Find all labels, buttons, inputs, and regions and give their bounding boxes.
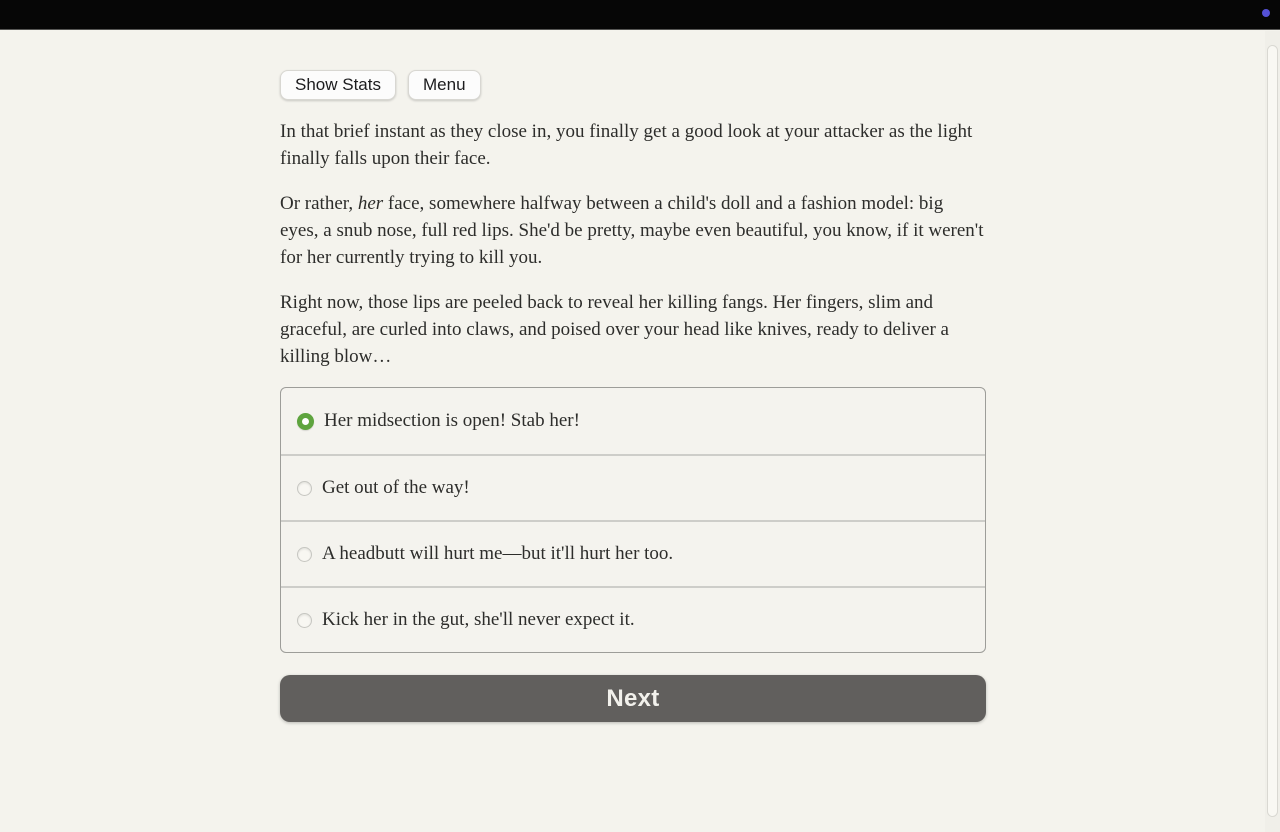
menu-button[interactable]: Menu	[408, 70, 481, 100]
top-bar	[0, 0, 1280, 30]
next-button[interactable]: Next	[280, 675, 986, 722]
radio-icon[interactable]	[297, 613, 312, 628]
story-text-run: face, somewhere halfway between a child's doll and a fashion model: big eyes, a snub nose, full red lips. She'd be pretty, maybe even beautiful, you know, if it weren't for her currently trying to kill you.	[280, 193, 984, 268]
radio-icon[interactable]	[297, 413, 314, 430]
choice-label: Her midsection is open! Stab her!	[324, 410, 580, 431]
story-text	[280, 118, 986, 370]
story-page	[280, 30, 986, 722]
story-paragraph	[280, 190, 986, 271]
radio-icon[interactable]	[297, 481, 312, 496]
scrollbar-thumb[interactable]	[1267, 45, 1278, 817]
story-paragraph: Right now, those lips are peeled back to reveal her killing fangs. Her fingers, slim and graceful, are curled into claws, and poised over your head like knives, ready to deliver a killing blow…	[280, 292, 949, 367]
choice-label: Get out of the way!	[322, 477, 470, 498]
choice-label: A headbutt will hurt me—but it'll hurt her too.	[322, 543, 674, 564]
story-text-run-italic: her	[357, 193, 384, 214]
toolbar	[280, 70, 986, 100]
notification-dot-icon	[1262, 9, 1270, 17]
choice-option-headbutt[interactable]	[281, 520, 985, 586]
choice-label: Kick her in the gut, she'll never expect it.	[322, 609, 635, 630]
show-stats-button[interactable]: Show Stats	[280, 70, 396, 100]
choice-group	[280, 387, 986, 653]
story-text-run: Or rather,	[280, 193, 358, 214]
story-paragraph: In that brief instant as they close in, you finally get a good look at your attacker as the light finally falls upon their face.	[280, 121, 973, 169]
choice-option-dodge[interactable]	[281, 454, 985, 520]
radio-icon[interactable]	[297, 547, 312, 562]
choice-option-kick[interactable]	[281, 586, 985, 652]
choice-option-stab[interactable]	[281, 388, 985, 454]
scrollbar-track[interactable]	[1265, 31, 1280, 832]
